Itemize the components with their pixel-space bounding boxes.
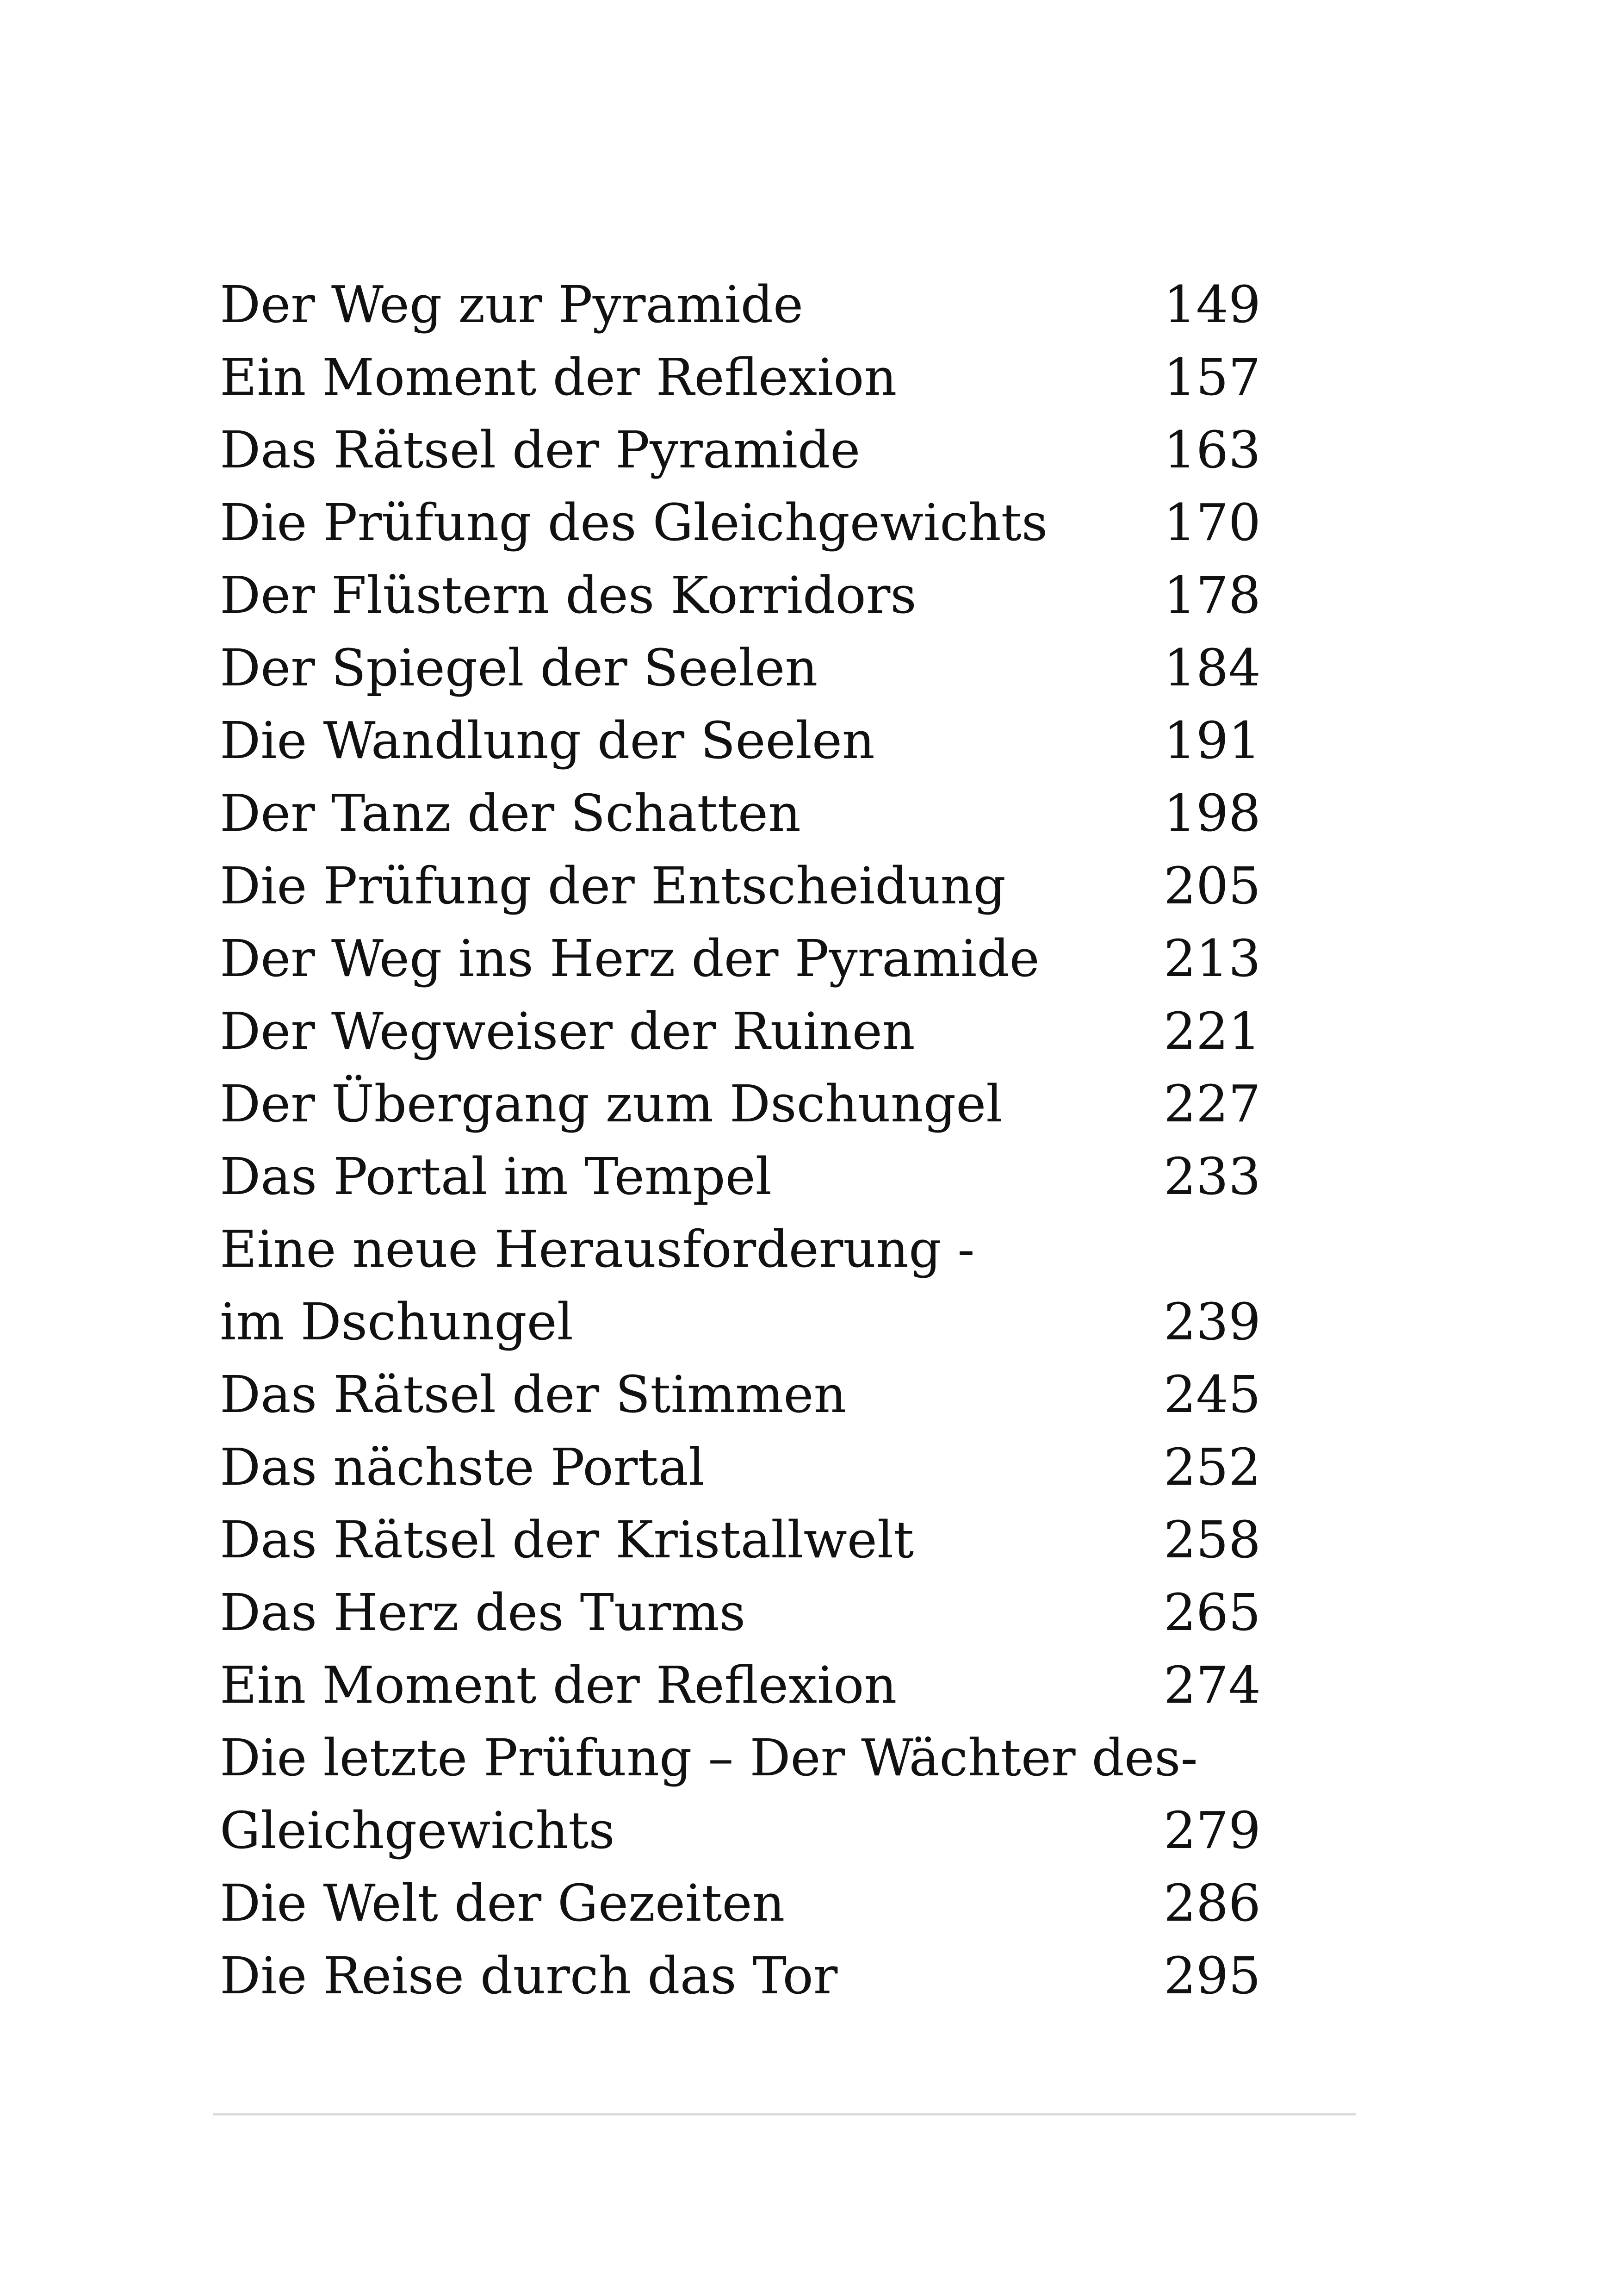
toc-entry bbox=[220, 1286, 1261, 1358]
toc-entry bbox=[220, 1358, 1261, 1431]
toc-entry bbox=[220, 1649, 1261, 1722]
toc-entry-title: Die Prüfung des Gleichgewichts bbox=[220, 493, 1048, 552]
toc-entry bbox=[220, 1213, 1261, 1286]
toc-entry-page: 157 bbox=[1164, 348, 1261, 407]
toc-entry-title: Die Wandlung der Seelen bbox=[220, 711, 875, 770]
toc-entry-title: Der Spiegel der Seelen bbox=[220, 638, 818, 697]
toc-entry bbox=[220, 1794, 1261, 1867]
toc-entry-title: Das Rätsel der Pyramide bbox=[220, 420, 861, 479]
toc-entry bbox=[220, 922, 1261, 995]
toc-entry bbox=[220, 559, 1261, 632]
toc-entry-title: Der Tanz der Schatten bbox=[220, 784, 801, 843]
toc-entry bbox=[220, 995, 1261, 1068]
table-of-contents bbox=[220, 268, 1261, 2012]
toc-entry-page: 221 bbox=[1164, 1002, 1261, 1061]
toc-entry bbox=[220, 1140, 1261, 1213]
toc-entry bbox=[220, 341, 1261, 414]
toc-entry-page: 286 bbox=[1164, 1873, 1261, 1933]
toc-entry-title: Eine neue Herausforderung - bbox=[220, 1220, 975, 1279]
toc-entry-title: Die Reise durch das Tor bbox=[220, 1946, 838, 2005]
toc-entry-title: Das nächste Portal bbox=[220, 1437, 705, 1497]
toc-entry-page: 252 bbox=[1164, 1437, 1261, 1497]
toc-entry-page: 265 bbox=[1164, 1583, 1261, 1642]
toc-entry-page: 239 bbox=[1164, 1292, 1261, 1351]
toc-entry-page: 213 bbox=[1164, 929, 1261, 988]
toc-entry-title: Ein Moment der Reflexion bbox=[220, 348, 897, 407]
toc-entry-title: Der Weg zur Pyramide bbox=[220, 275, 804, 334]
toc-entry bbox=[220, 777, 1261, 850]
toc-entry-page: 274 bbox=[1164, 1655, 1261, 1715]
toc-entry-page: 170 bbox=[1164, 493, 1261, 552]
toc-entry-page: 184 bbox=[1164, 638, 1261, 697]
toc-entry-title: Das Portal im Tempel bbox=[220, 1147, 772, 1206]
toc-entry bbox=[220, 1722, 1261, 1794]
toc-entry-title: Der Wegweiser der Ruinen bbox=[220, 1002, 915, 1061]
toc-entry-title: Ein Moment der Reflexion bbox=[220, 1655, 897, 1715]
toc-entry-title: Die Welt der Gezeiten bbox=[220, 1873, 785, 1933]
toc-entry-page: 191 bbox=[1164, 711, 1261, 770]
toc-entry-page: 227 bbox=[1164, 1074, 1261, 1133]
toc-entry bbox=[220, 1431, 1261, 1504]
toc-entry-page: 295 bbox=[1164, 1946, 1261, 2005]
toc-entry-page: 279 bbox=[1164, 1801, 1261, 1860]
toc-entry-title: Das Rätsel der Stimmen bbox=[220, 1365, 847, 1424]
toc-entry bbox=[220, 632, 1261, 704]
toc-entry-title: Die Prüfung der Entscheidung bbox=[220, 856, 1006, 915]
toc-entry-title: Der Weg ins Herz der Pyramide bbox=[220, 929, 1040, 988]
toc-entry bbox=[220, 1068, 1261, 1140]
toc-entry bbox=[220, 1940, 1261, 2012]
toc-entry bbox=[220, 268, 1261, 341]
toc-entry-page: 258 bbox=[1164, 1510, 1261, 1569]
toc-entry-title: Das Herz des Turms bbox=[220, 1583, 746, 1642]
toc-entry-page: 178 bbox=[1164, 566, 1261, 625]
toc-entry-page: 205 bbox=[1164, 856, 1261, 915]
toc-entry-page: 233 bbox=[1164, 1147, 1261, 1206]
toc-entry-title: Gleichgewichts bbox=[220, 1801, 615, 1860]
toc-entry bbox=[220, 1504, 1261, 1576]
toc-entry-title: Der Flüstern des Korridors bbox=[220, 566, 917, 625]
toc-entry-page: 163 bbox=[1164, 420, 1261, 479]
toc-entry bbox=[220, 850, 1261, 922]
toc-entry-title: Das Rätsel der Kristallwelt bbox=[220, 1510, 914, 1569]
toc-entry bbox=[220, 486, 1261, 559]
toc-entry bbox=[220, 1576, 1261, 1649]
toc-entry-page: 245 bbox=[1164, 1365, 1261, 1424]
toc-entry-page: 198 bbox=[1164, 784, 1261, 843]
toc-entry bbox=[220, 414, 1261, 486]
toc-entry bbox=[220, 704, 1261, 777]
toc-entry-title: Die letzte Prüfung – Der Wächter des- bbox=[220, 1728, 1198, 1787]
toc-entry-title: Der Übergang zum Dschungel bbox=[220, 1074, 1003, 1133]
toc-entry-title: im Dschungel bbox=[220, 1292, 573, 1351]
toc-entry bbox=[220, 1867, 1261, 1940]
footer-divider bbox=[213, 2113, 1356, 2116]
toc-entry-page: 149 bbox=[1164, 275, 1261, 334]
